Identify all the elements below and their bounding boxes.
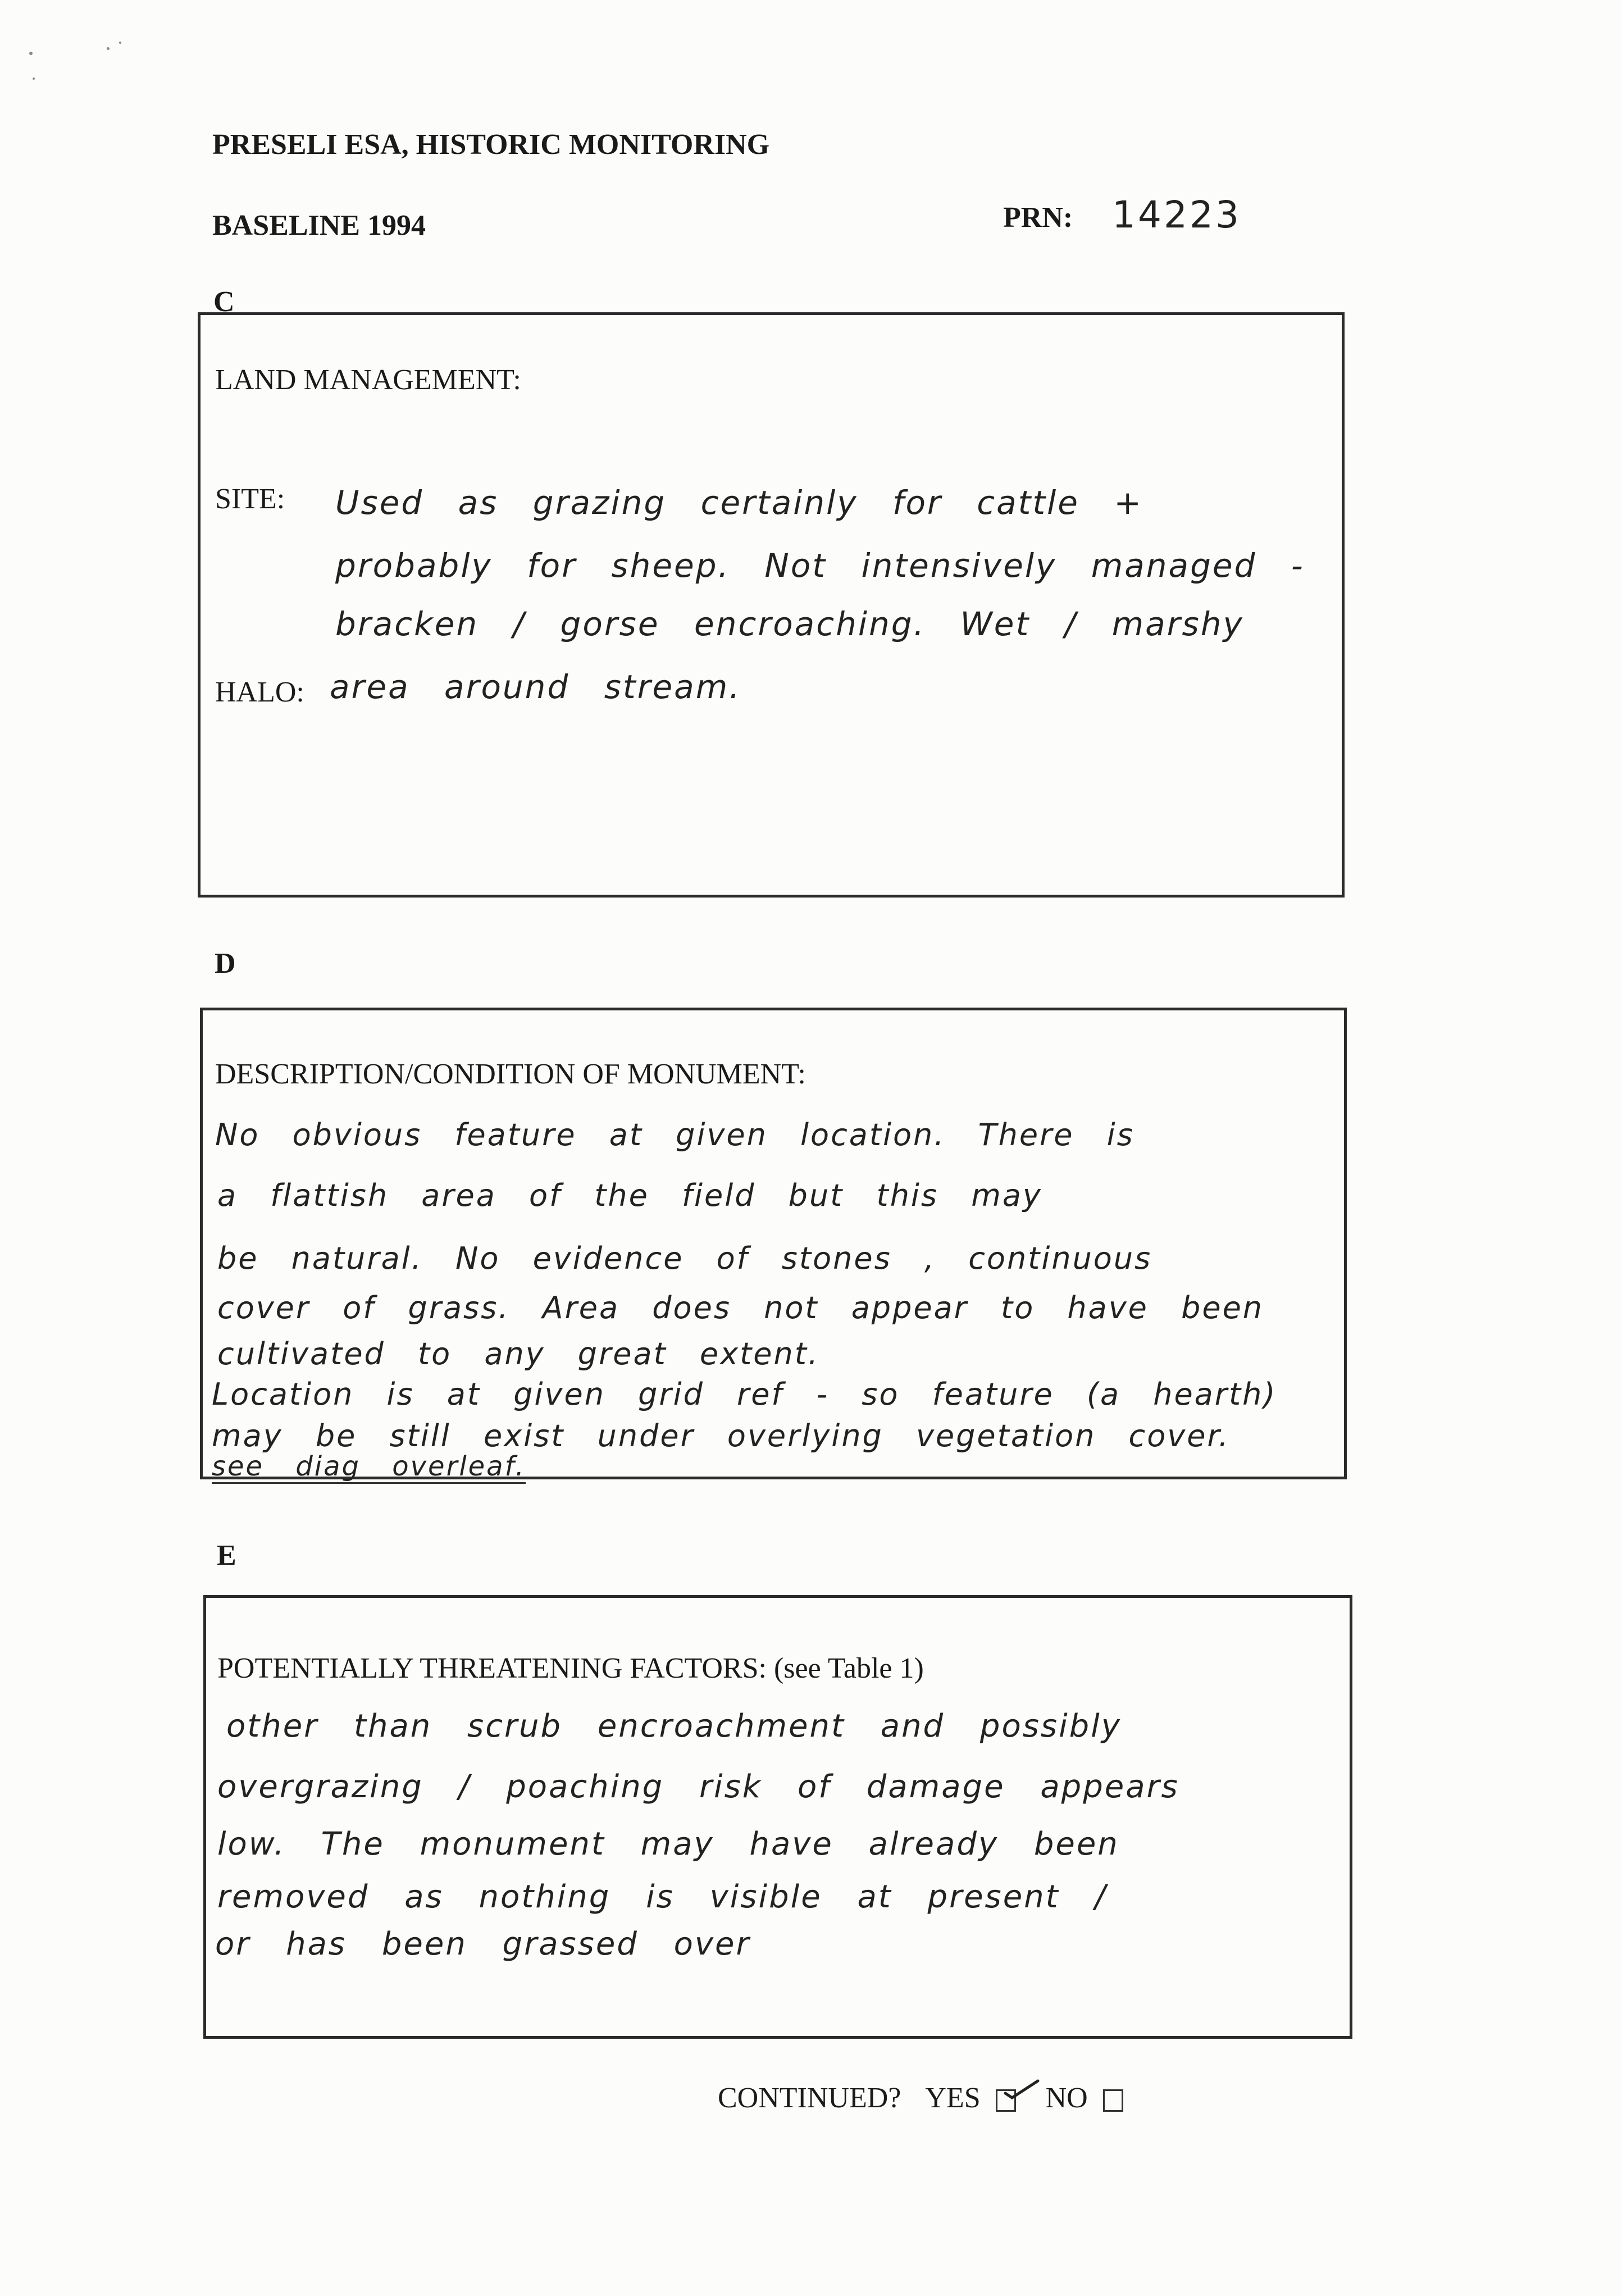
description-line: a flattish area of the field but this may bbox=[217, 1178, 1042, 1213]
description-line: see diag overleaf. bbox=[212, 1451, 526, 1484]
land-management-line: probably for sheep. Not intensively managed - bbox=[335, 546, 1305, 585]
land-management-line: bracken / gorse encroaching. Wet / marshy bbox=[335, 605, 1244, 643]
threatening-factors-heading bbox=[217, 1652, 924, 1685]
prn-label: PRN: bbox=[1003, 202, 1073, 234]
land-management-box bbox=[198, 312, 1345, 898]
continued-label: CONTINUED? bbox=[718, 2082, 901, 2114]
yes-label: YES bbox=[925, 2082, 981, 2114]
description-box bbox=[200, 1008, 1347, 1482]
threatening-factors-title: POTENTIALLY THREATENING FACTORS: bbox=[217, 1652, 767, 1684]
check-mark-icon bbox=[1001, 2079, 1040, 2101]
scan-speck bbox=[29, 52, 33, 55]
description-line: may be still exist under overlying vegetation cover. bbox=[212, 1418, 1230, 1454]
baseline-label: BASELINE 1994 bbox=[212, 209, 426, 242]
continued-row bbox=[718, 2081, 1146, 2115]
description-line: cover of grass. Area does not appear to have been bbox=[217, 1290, 1264, 1325]
scan-speck bbox=[107, 47, 110, 50]
site-label: SITE: bbox=[215, 483, 285, 515]
threatening-factors-note: (see Table 1) bbox=[773, 1652, 924, 1684]
land-management-line: area around stream. bbox=[330, 668, 741, 706]
description-heading: DESCRIPTION/CONDITION OF MONUMENT: bbox=[215, 1058, 806, 1090]
threat-line: other than scrub encroachment and possibly bbox=[226, 1708, 1122, 1744]
section-d-letter: D bbox=[215, 947, 236, 980]
halo-label: HALO: bbox=[215, 676, 304, 708]
threat-line: low. The monument may have already been bbox=[217, 1826, 1119, 1862]
prn-value: 14223 bbox=[1112, 193, 1241, 236]
description-line: be natural. No evidence of stones , continuous bbox=[217, 1241, 1152, 1276]
no-checkbox[interactable] bbox=[1103, 2089, 1123, 2112]
threat-line: or has been grassed over bbox=[215, 1926, 751, 1962]
threatening-factors-box bbox=[203, 1595, 1352, 2039]
yes-checkbox[interactable] bbox=[996, 2089, 1016, 2112]
description-line: Location is at given grid ref - so feature (a hearth) bbox=[212, 1377, 1277, 1412]
scan-speck bbox=[119, 42, 121, 44]
land-management-line: Used as grazing certainly for cattle + bbox=[335, 484, 1143, 522]
land-management-heading: LAND MANAGEMENT: bbox=[215, 364, 521, 396]
no-label: NO bbox=[1045, 2082, 1088, 2114]
threat-line: overgrazing / poaching risk of damage appears bbox=[217, 1769, 1179, 1805]
section-c-letter: C bbox=[213, 286, 235, 318]
description-line: cultivated to any great extent. bbox=[217, 1336, 820, 1372]
section-e-letter: E bbox=[217, 1539, 236, 1571]
scan-speck bbox=[33, 78, 35, 80]
form-title: PRESELI ESA, HISTORIC MONITORING bbox=[212, 129, 770, 161]
description-line: No obvious feature at given location. There is bbox=[215, 1117, 1135, 1152]
threat-line: removed as nothing is visible at present / bbox=[217, 1879, 1108, 1915]
